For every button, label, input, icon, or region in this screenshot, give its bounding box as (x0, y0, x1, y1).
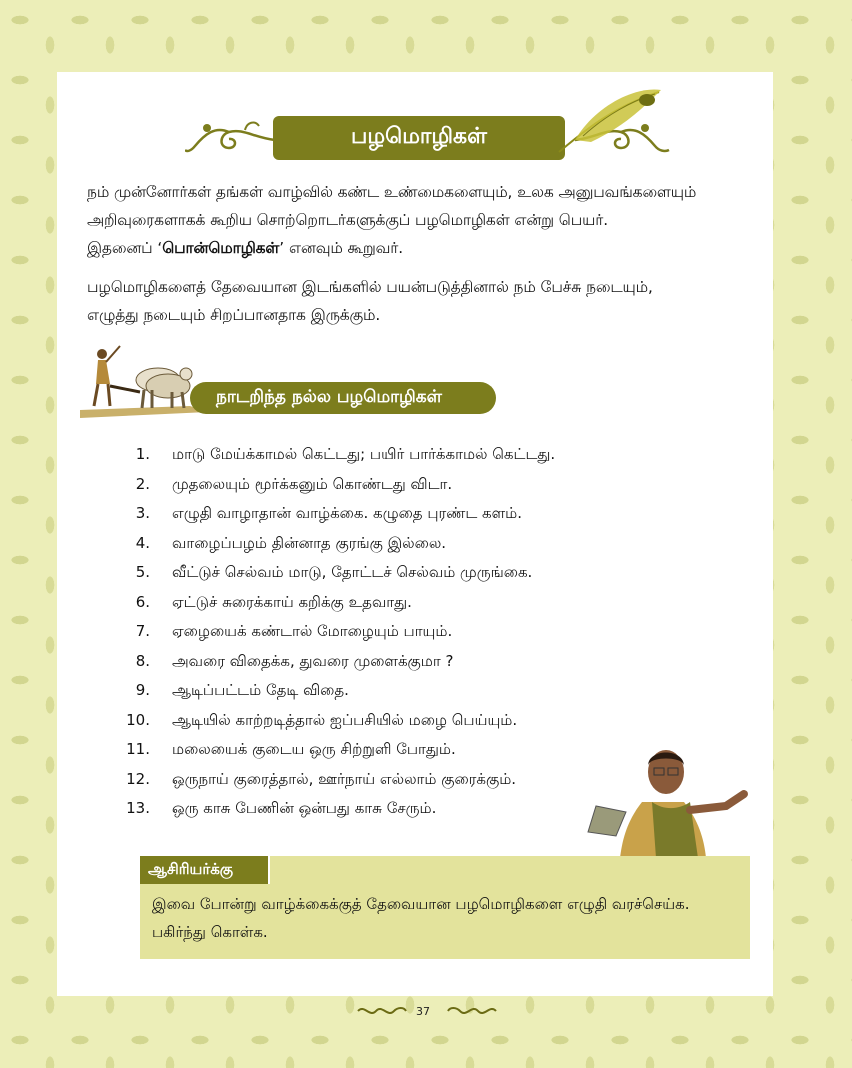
note-line: இவை போன்று வாழ்க்கைக்குத் தேவையான பழமொழிகளை எழுதி வரச்செய்க. (152, 895, 690, 913)
teacher-illustration (586, 742, 756, 858)
list-item-text: அவரை விதைக்க, துவரை முளைக்குமா ? (172, 651, 454, 670)
list-item-text: ஏட்டுச் சுரைக்காய் கறிக்கு உதவாது. (172, 592, 412, 611)
teacher-note (140, 856, 750, 959)
list-item-text: வீட்டுச் செல்வம் மாடு, தோட்டச் செல்வம் முருங்கை. (172, 563, 533, 581)
list-item-text: வாழைப்பழம் தின்னாத குரங்கு இல்லை. (172, 533, 447, 552)
list-item-number: 11. (126, 740, 150, 758)
feather-icon (555, 86, 665, 156)
list-item-number: 4. (135, 533, 150, 552)
list-item-number: 13. (126, 799, 150, 817)
list-item-number: 12. (126, 769, 150, 788)
right-ornament-icon (446, 1004, 498, 1018)
list-item-text: மாடு மேய்க்காமல் கெட்டது; பயிர் பார்க்காமல் கெட்டது. (172, 445, 556, 463)
note-tag: ஆசிரியர்க்கு (140, 856, 270, 884)
subheading-section (80, 340, 500, 420)
intro-line: ’ எனவும் கூறுவர். (279, 239, 404, 257)
list-item-text: ஒருநாய் குரைத்தால், ஊர்நாய் எல்லாம் குரைக்கும். (172, 769, 517, 788)
page-number: 37 (416, 1005, 430, 1018)
list-item-number: 2. (135, 474, 150, 493)
note-text (152, 890, 742, 946)
intro-line: இதனைப் ‘ (87, 239, 163, 257)
page-title: பழமொழிகள் (273, 116, 565, 160)
intro-line: அறிவுரைகளாகக் கூறிய சொற்றொடர்களுக்குப் பழமொழிகள் என்று பெயர். (87, 211, 609, 229)
list-item-number: 8. (135, 651, 150, 670)
intro-paragraph-1 (87, 178, 767, 262)
title-section (185, 108, 670, 168)
section-heading: நாடறிந்த நல்ல பழமொழிகள் (190, 382, 496, 414)
list-item-number: 5. (135, 563, 150, 581)
list-item-text: எழுதி வாழாதான் வாழ்க்கை. கழுதை புரண்ட களம். (172, 504, 523, 522)
list-item-number: 6. (135, 592, 150, 611)
left-ornament-icon (356, 1004, 408, 1018)
intro-line: எழுத்து நடையும் சிறப்பானதாக இருக்கும். (87, 306, 381, 324)
list-item-number: 7. (135, 622, 150, 640)
list-item-number: 3. (135, 504, 150, 522)
intro-paragraph-2 (87, 273, 767, 329)
left-flourish-icon (185, 118, 277, 160)
note-line: பகிர்ந்து கொள்க. (152, 923, 268, 941)
list-item-text: முதலையும் மூர்க்கனும் கொண்டது விடா. (172, 474, 453, 493)
list-item-text: மலையைக் குடைய ஒரு சிற்றுளி போதும். (172, 740, 456, 758)
bold-term: பொன்மொழிகள் (162, 239, 280, 257)
intro-line: பழமொழிகளைத் தேவையான இடங்களில் பயன்படுத்தினால் நம் பேச்சு நடையும், (87, 278, 653, 296)
footer (0, 1000, 852, 1024)
intro-line: நம் முன்னோர்கள் தங்கள் வாழ்வில் கண்ட உண்மைகளையும், உலக அனுபவங்களையும் (87, 183, 697, 201)
list-item-text: ஆடியில் காற்றடித்தால் ஐப்பசியில் மழை பெய்யும். (172, 710, 518, 729)
list-item-text: ஆடிப்பட்டம் தேடி விதை. (172, 681, 349, 699)
list-item-number: 9. (135, 681, 150, 699)
ploughing-farmer-illustration (80, 340, 210, 420)
list-item-text: ஏழையைக் கண்டால் மோழையும் பாயும். (172, 622, 453, 640)
list-item-text: ஒரு காசு பேணின் ஒன்பது காசு சேரும். (172, 799, 437, 817)
list-item-number: 1. (135, 445, 150, 463)
list-item-number: 10. (126, 710, 150, 729)
